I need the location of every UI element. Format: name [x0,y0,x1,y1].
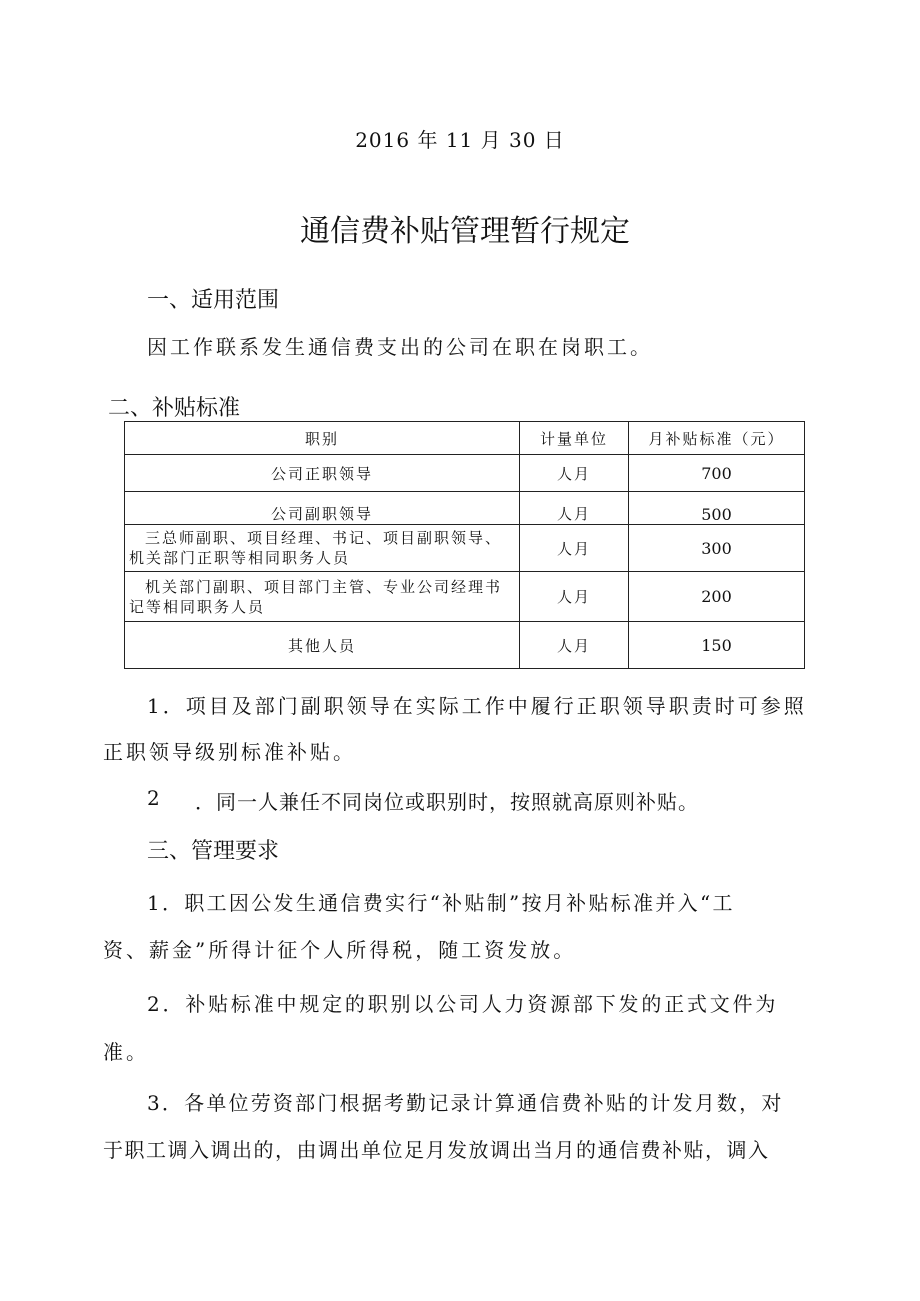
row-amount: 300 [629,525,805,572]
row-amount: 700 [629,455,805,492]
row-role [125,525,520,572]
table-row [125,525,805,572]
document-date: 2016 年 11 月 30 日 [355,128,565,152]
row-role: 公司副职领导 [125,492,520,525]
column-header-unit: 计量单位 [520,422,629,455]
section2-heading: 二、补贴标准 [108,396,241,421]
item2-line1: 2．补贴标准中规定的职别以公司人力资源部下发的正式文件为 [147,992,779,1016]
table-row [125,572,805,622]
table-row [125,622,805,669]
document-title: 通信费补贴管理暂行规定 [300,214,630,249]
note1-line2: 正职领导级别标准补贴。 [103,740,356,764]
item3-line1: 3．各单位劳资部门根据考勤记录计算通信费补贴的计发月数，对 [147,1091,784,1115]
row-role-line2: 记等相同职务人员 [129,597,266,616]
row-role: 公司正职领导 [125,455,520,492]
row-amount: 500 [629,492,805,525]
table-row [125,492,805,525]
table-header-row [125,422,805,455]
section3-heading: 三、管理要求 [147,839,280,864]
row-unit: 人月 [520,455,629,492]
column-header-role: 职别 [125,422,520,455]
item3-line2: 于职工调入调出的，由调出单位足月发放调出当月的通信费补贴，调入 [103,1138,770,1162]
row-role-line2: 机关部门正职等相同职务人员 [129,549,351,567]
item1-line2: 资、薪金”所得计征个人所得税，随工资发放。 [103,938,577,962]
note2-number: 2 [147,786,163,810]
note1-line1: 1．项目及部门副职领导在实际工作中履行正职领导职责时可参照 [147,694,807,718]
item1-line1: 1．职工因公发生通信费实行“补贴制”按月补贴标准并入“工 [147,891,735,915]
row-amount: 150 [629,622,805,669]
row-unit: 人月 [520,622,629,669]
row-role [125,572,520,622]
section1-text: 因工作联系发生通信费支出的公司在职在岗职工。 [147,335,653,359]
row-role: 其他人员 [125,622,520,669]
note2-text: ．同一人兼任不同岗位或职别时，按照就高原则补贴。 [195,790,699,814]
row-amount: 200 [629,572,805,622]
item2-line2: 准。 [103,1040,149,1064]
section1-heading: 一、适用范围 [147,288,280,313]
column-header-amount: 月补贴标准（元） [629,422,805,455]
row-unit: 人月 [520,572,629,622]
row-unit: 人月 [520,492,629,525]
subsidy-standard-table [124,421,805,669]
row-role-line1: 机关部门副职、项目部门主管、专业公司经理书 [145,577,503,596]
row-unit: 人月 [520,525,629,572]
table-row [125,455,805,492]
row-role-line1: 三总师副职、项目经理、书记、项目副职领导、 [145,529,503,547]
